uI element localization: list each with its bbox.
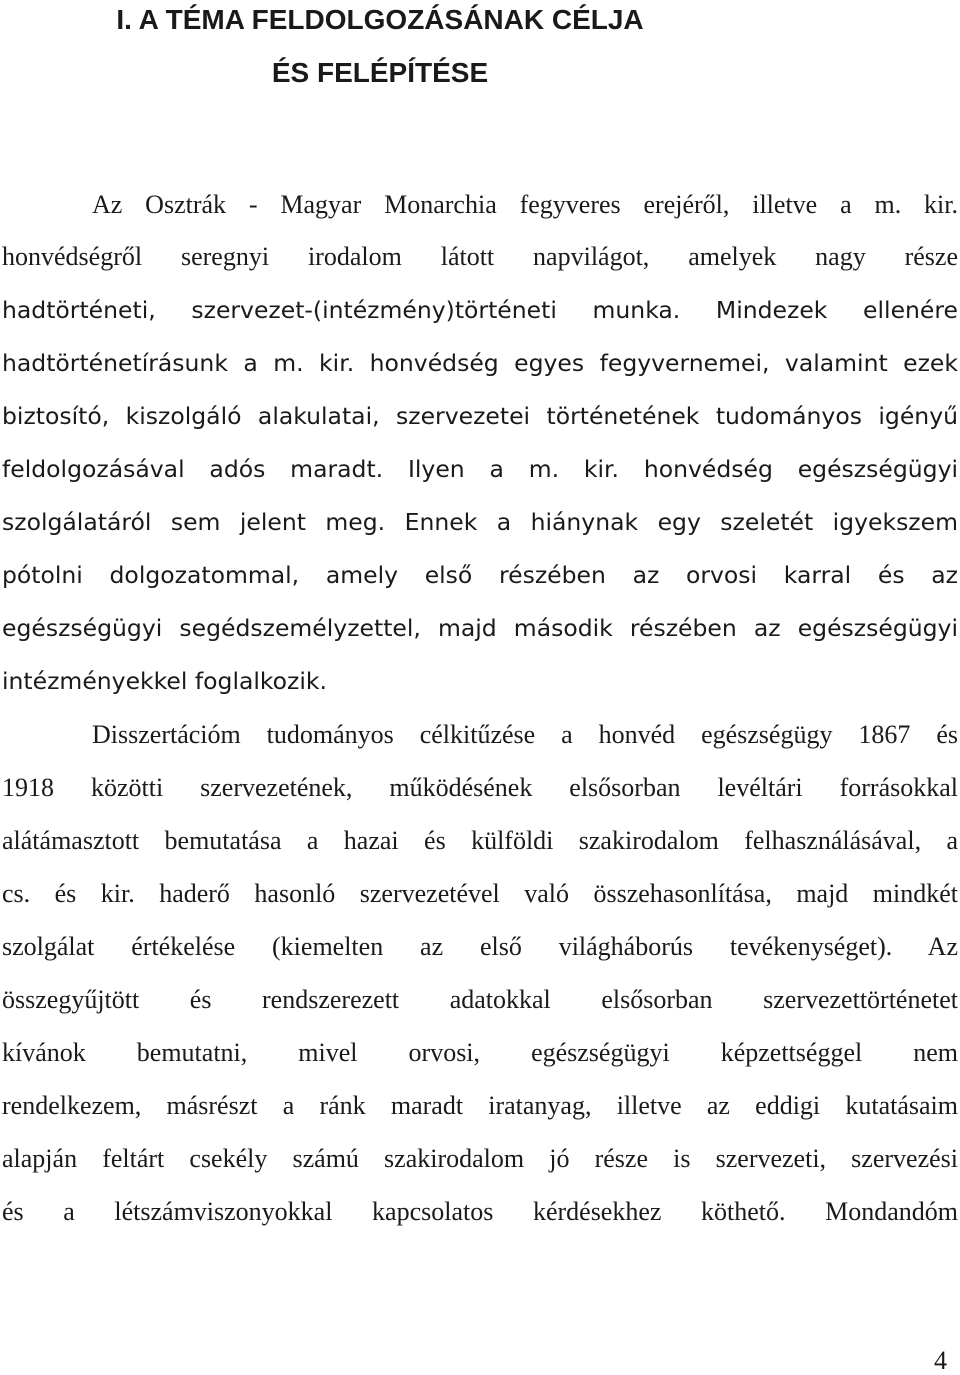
text-line: Disszertációm tudományos célkitűzése a honvéd egészségügy 1867 és (92, 720, 958, 749)
text-line: feldolgozásával adós maradt. Ilyen a m. kir. honvédség egészségügyi (2, 455, 958, 483)
text-line: pótolni dolgozatommal, amely első részében az orvosi karral és az (2, 561, 958, 589)
page-number: 4 (934, 1346, 947, 1375)
text-line: szolgálat értékelése (kiemelten az első világháborús tevékenységet). Az (2, 932, 958, 961)
text-line: cs. és kir. haderő hasonló szervezetével való összehasonlítása, majd mindkét (2, 879, 958, 908)
text-line: biztosító, kiszolgáló alakulatai, szervezetei történetének tudományos igényű (2, 402, 958, 430)
chapter-title-line-2: ÉS FELÉPÍTÉSE (271, 57, 489, 88)
text-line: összegyűjtött és rendszerezett adatokkal elsősorban szervezettörténetet (2, 985, 958, 1014)
text-line: rendelkezem, másrészt a ránk maradt iratanyag, illetve az eddigi kutatásaim (2, 1091, 958, 1120)
text-line: Az Osztrák - Magyar Monarchia fegyveres erejéről, illetve a m. kir. (92, 190, 958, 219)
text-line: egészségügyi segédszemélyzettel, majd második részében az egészségügyi (2, 614, 958, 642)
text-line: intézményekkel foglalkozik. (2, 667, 327, 695)
text-line: alapján feltárt csekély számú szakirodalom jó része is szervezeti, szervezési (2, 1144, 958, 1173)
text-line: és a létszámviszonyokkal kapcsolatos kérdésekhez köthető. Mondandóm (2, 1197, 958, 1226)
text-line: hadtörténetírásunk a m. kir. honvédség egyes fegyvernemei, valamint ezek (2, 349, 958, 377)
text-line: hadtörténeti, szervezet-(intézmény)történeti munka. Mindezek ellenére (2, 296, 958, 324)
text-line: 1918 közötti szervezetének, működésének elsősorban levéltári forrásokkal (2, 773, 958, 802)
chapter-title-line-1: I. A TÉMA FELDOLGOZÁSÁNAK CÉLJA (116, 4, 644, 35)
text-line: honvédségről seregnyi irodalom látott napvilágot, amelyek nagy része (2, 242, 958, 271)
text-line: kívánok bemutatni, mivel orvosi, egészségügyi képzettséggel nem (2, 1038, 958, 1067)
text-line: alátámasztott bemutatása a hazai és külföldi szakirodalom felhasználásával, a (2, 826, 958, 855)
text-line: szolgálatáról sem jelent meg. Ennek a hiánynak egy szeletét igyekszem (2, 508, 958, 536)
